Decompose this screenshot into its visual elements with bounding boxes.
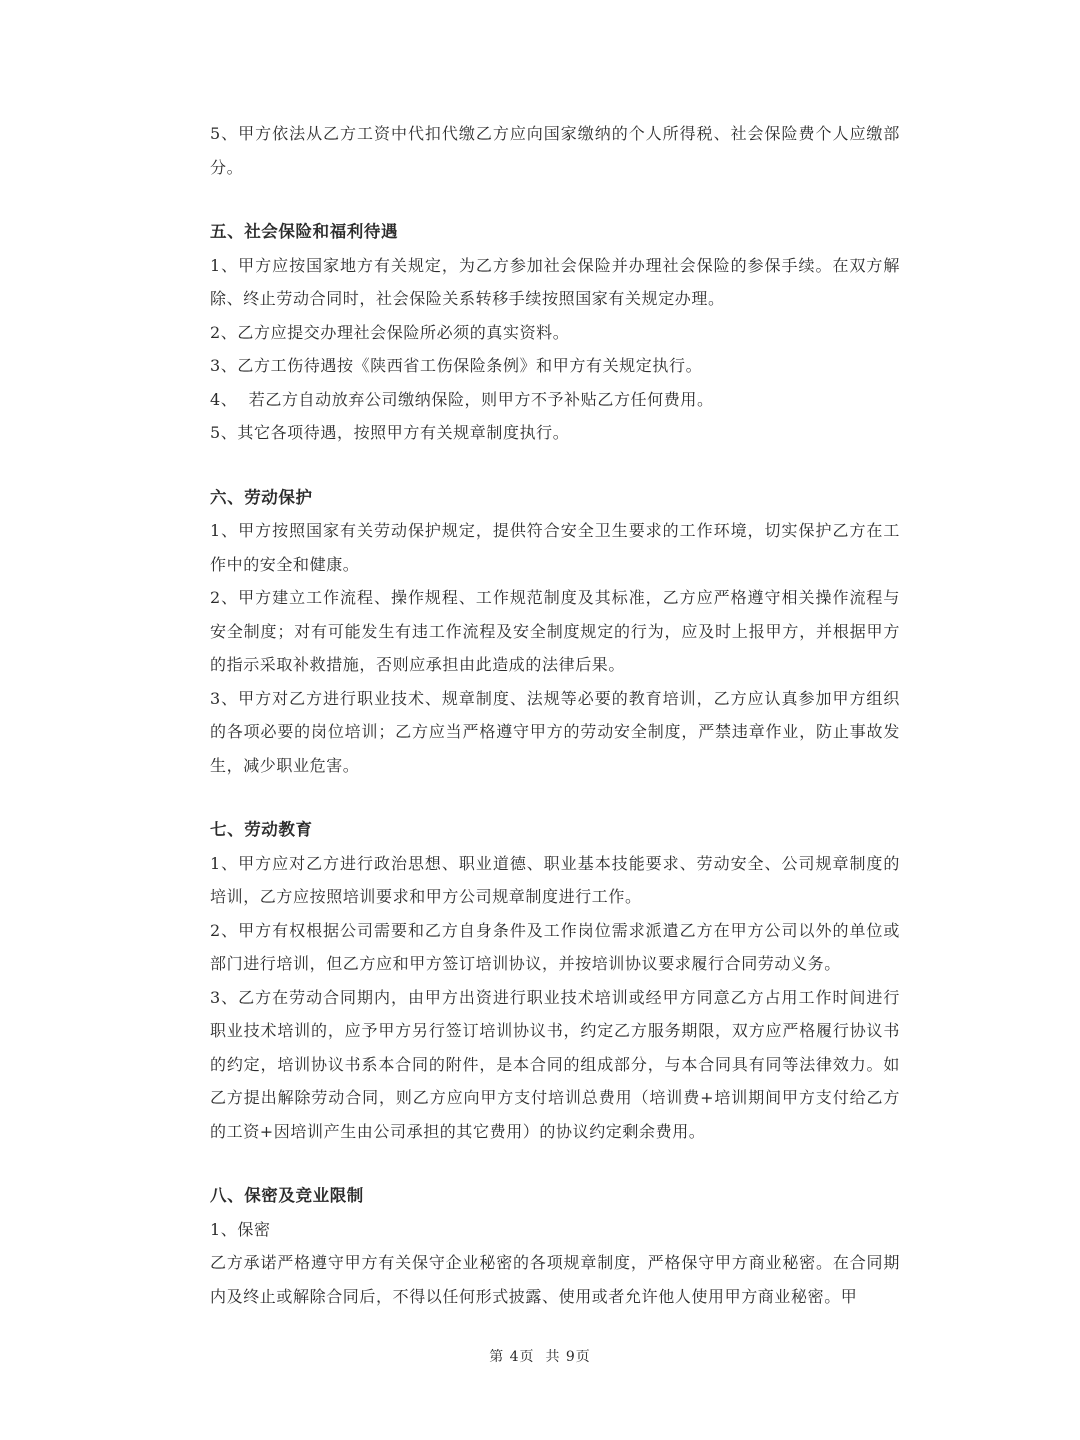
section8-text: 乙方承诺严格遵守甲方有关保守企业秘密的各项规章制度，严格保守甲方商业秘密。在合同期内及终止或解除合同后，不得以任何形式披露、使用或者允许他人使用甲方商业秘密。甲 <box>210 1253 900 1306</box>
section7-item-2: 2、甲方有权根据公司需要和乙方自身条件及工作岗位需求派遣乙方在甲方公司以外的单位或部门进行培训，但乙方应和甲方签订培训协议，并按培训协议要求履行合同劳动义务。 <box>210 920 900 973</box>
section6-item-2: 2、甲方建立工作流程、操作规程、工作规范制度及其标准，乙方应严格遵守相关操作流程与安全制度；对有可能发生有违工作流程及安全制度规定的行为，应及时上报甲方，并根据甲方的指示采取补救措施，否则应承担由此造成的法律后果。 <box>210 588 900 674</box>
section7-item-1: 1、甲方应对乙方进行政治思想、职业道德、职业基本技能要求、劳动安全、公司规章制度的培训，乙方应按照培训要求和甲方公司规章制度进行工作。 <box>210 853 900 906</box>
section6-heading: 六、劳动保护 <box>210 487 313 507</box>
section6-item-1: 1、甲方按照国家有关劳动保护规定，提供符合安全卫生要求的工作环境，切实保护乙方在工作中的安全和健康。 <box>210 521 900 574</box>
section5-item-5: 5、其它各项待遇，按照甲方有关规章制度执行。 <box>210 423 570 442</box>
section7-item-3: 3、乙方在劳动合同期内，由甲方出资进行职业技术培训或经甲方同意乙方占用工作时间进行职业技术培训的，应予甲方另行签订培训协议书，约定乙方服务期限，双方应严格履行协议书的约定，培训协议书系本合同的附件，是本合同的组成部分，与本合同具有同等法律效力。如乙方提出解除劳动合同，则乙方应向甲方支付培训总费用（培训费+培训期间甲方支付给乙方的工资+因培训产生由公司承担的其它费用）的协议约定剩余费用。 <box>210 987 900 1141</box>
section4-item-5: 5、甲方依法从乙方工资中代扣代缴乙方应向国家缴纳的个人所得税、社会保险费个人应缴部分。 <box>210 124 900 177</box>
section5-item-4: 4、 若乙方自动放弃公司缴纳保险，则甲方不予补贴乙方任何费用。 <box>210 389 714 409</box>
section8-subheading-confidentiality: 1、保密 <box>210 1219 271 1239</box>
section8-heading: 八、保密及竞业限制 <box>210 1186 364 1205</box>
section5-heading: 五、社会保险和福利待遇 <box>210 222 399 241</box>
section5-item-1: 1、甲方应按国家地方有关规定，为乙方参加社会保险并办理社会保险的参保手续。在双方解除、终止劳动合同时，社会保险关系转移手续按照国家有关规定办理。 <box>210 255 900 308</box>
section6-item-3: 3、甲方对乙方进行职业技术、规章制度、法规等必要的教育培训，乙方应认真参加甲方组织的各项必要的岗位培训；乙方应当严格遵守甲方的劳动安全制度，严禁违章作业，防止事故发生，减少职业危害。 <box>210 688 900 775</box>
section5-item-3: 3、乙方工伤待遇按《陕西省工伤保险条例》和甲方有关规定执行。 <box>210 356 703 375</box>
page-number-footer: 第 4页 共 9页 <box>489 1349 591 1365</box>
document-page <box>210 117 900 1313</box>
section5-item-2: 2、乙方应提交办理社会保险所必须的真实资料。 <box>210 322 570 342</box>
section7-heading: 七、劳动教育 <box>210 820 313 839</box>
